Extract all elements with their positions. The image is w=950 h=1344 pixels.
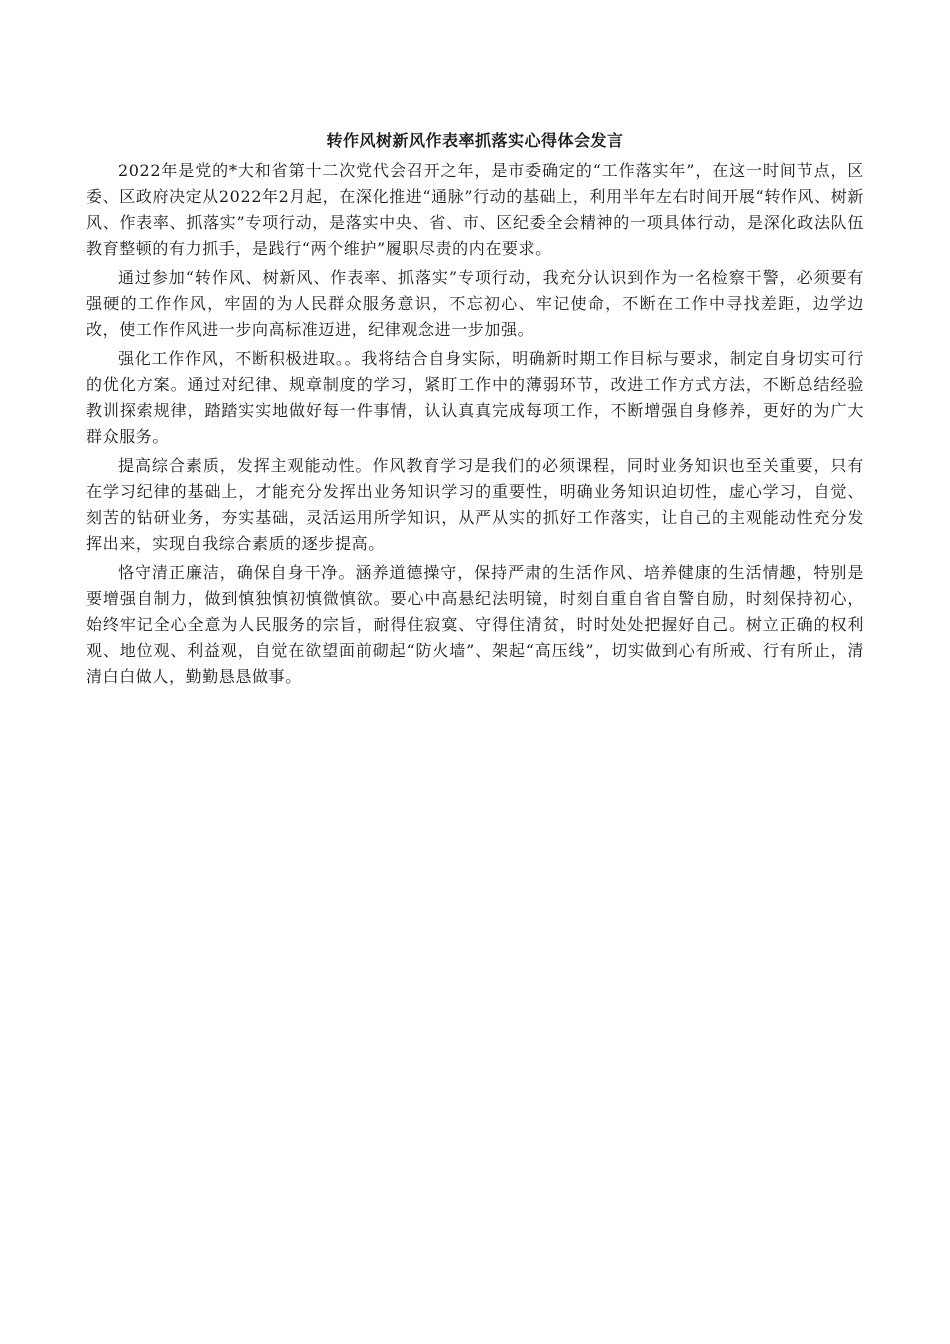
paragraph-5: 恪守清正廉洁，确保自身干净。涵养道德操守，保持严肃的生活作风、培养健康的生活情趣，特别是要增强自制力，做到慎独慎初慎微慎欲。要心中高悬纪法明镜，时刻自重自省自警自励，时刻保持初心，始终牢记全心全意为人民服务的宗旨，耐得住寂寞、守得住清贫，时时处处把握好自己。树立正确的权利观、地位观、利益观，自觉在欲望面前砌起“防火墙”、架起“高压线”，切实做到心有所戒、行有所止，清清白白做人，勤勤恳恳做事。 xyxy=(86,563,864,686)
paragraph-2: 通过参加“转作风、树新风、作表率、抓落实”专项行动，我充分认识到作为一名检察干警，必须要有强硬的工作作风，牢固的为人民群众服务意识，不忘初心、牢记使命，不断在工作中寻找差距，边学边改，使工作作风进一步向高标准迈进，纪律观念进一步加强。 xyxy=(86,268,864,339)
paragraph-4: 提高综合素质，发挥主观能动性。作风教育学习是我们的必须课程，同时业务知识也至关重要，只有在学习纪律的基础上，才能充分发挥出业务知识学习的重要性，明确业务知识迫切性，虚心学习，自觉、刻苦的钻研业务，夯实基础，灵活运用所学知识，从严从实的抓好工作落实，让自己的主观能动性充分发挥出来，实现自我综合素质的逐步提高。 xyxy=(86,456,864,553)
document-page xyxy=(86,128,864,693)
paragraph-3: 强化工作作风，不断积极进取。。我将结合自身实际，明确新时期工作目标与要求，制定自身切实可行的优化方案。通过对纪律、规章制度的学习，紧盯工作中的薄弱环节，改进工作方式方法，不断总结经验教训探索规律，踏踏实实地做好每一件事情，认认真真完成每项工作，不断增强自身修养，更好的为广大群众服务。 xyxy=(86,349,864,446)
paragraph-1: 2022年是党的*大和省第十二次党代会召开之年，是市委确定的“工作落实年”，在这一时间节点，区委、区政府决定从2022年2月起，在深化推进“通脉”行动的基础上，利用半年左右时间开展“转作风、树新风、作表率、抓落实”专项行动，是落实中央、省、市、区纪委全会精神的一项具体行动，是深化政法队伍教育整顿的有力抓手，是践行“两个维护”履职尽责的内在要求。 xyxy=(86,161,864,258)
document-title: 转作风树新风作表率抓落实心得体会发言 xyxy=(326,131,624,150)
